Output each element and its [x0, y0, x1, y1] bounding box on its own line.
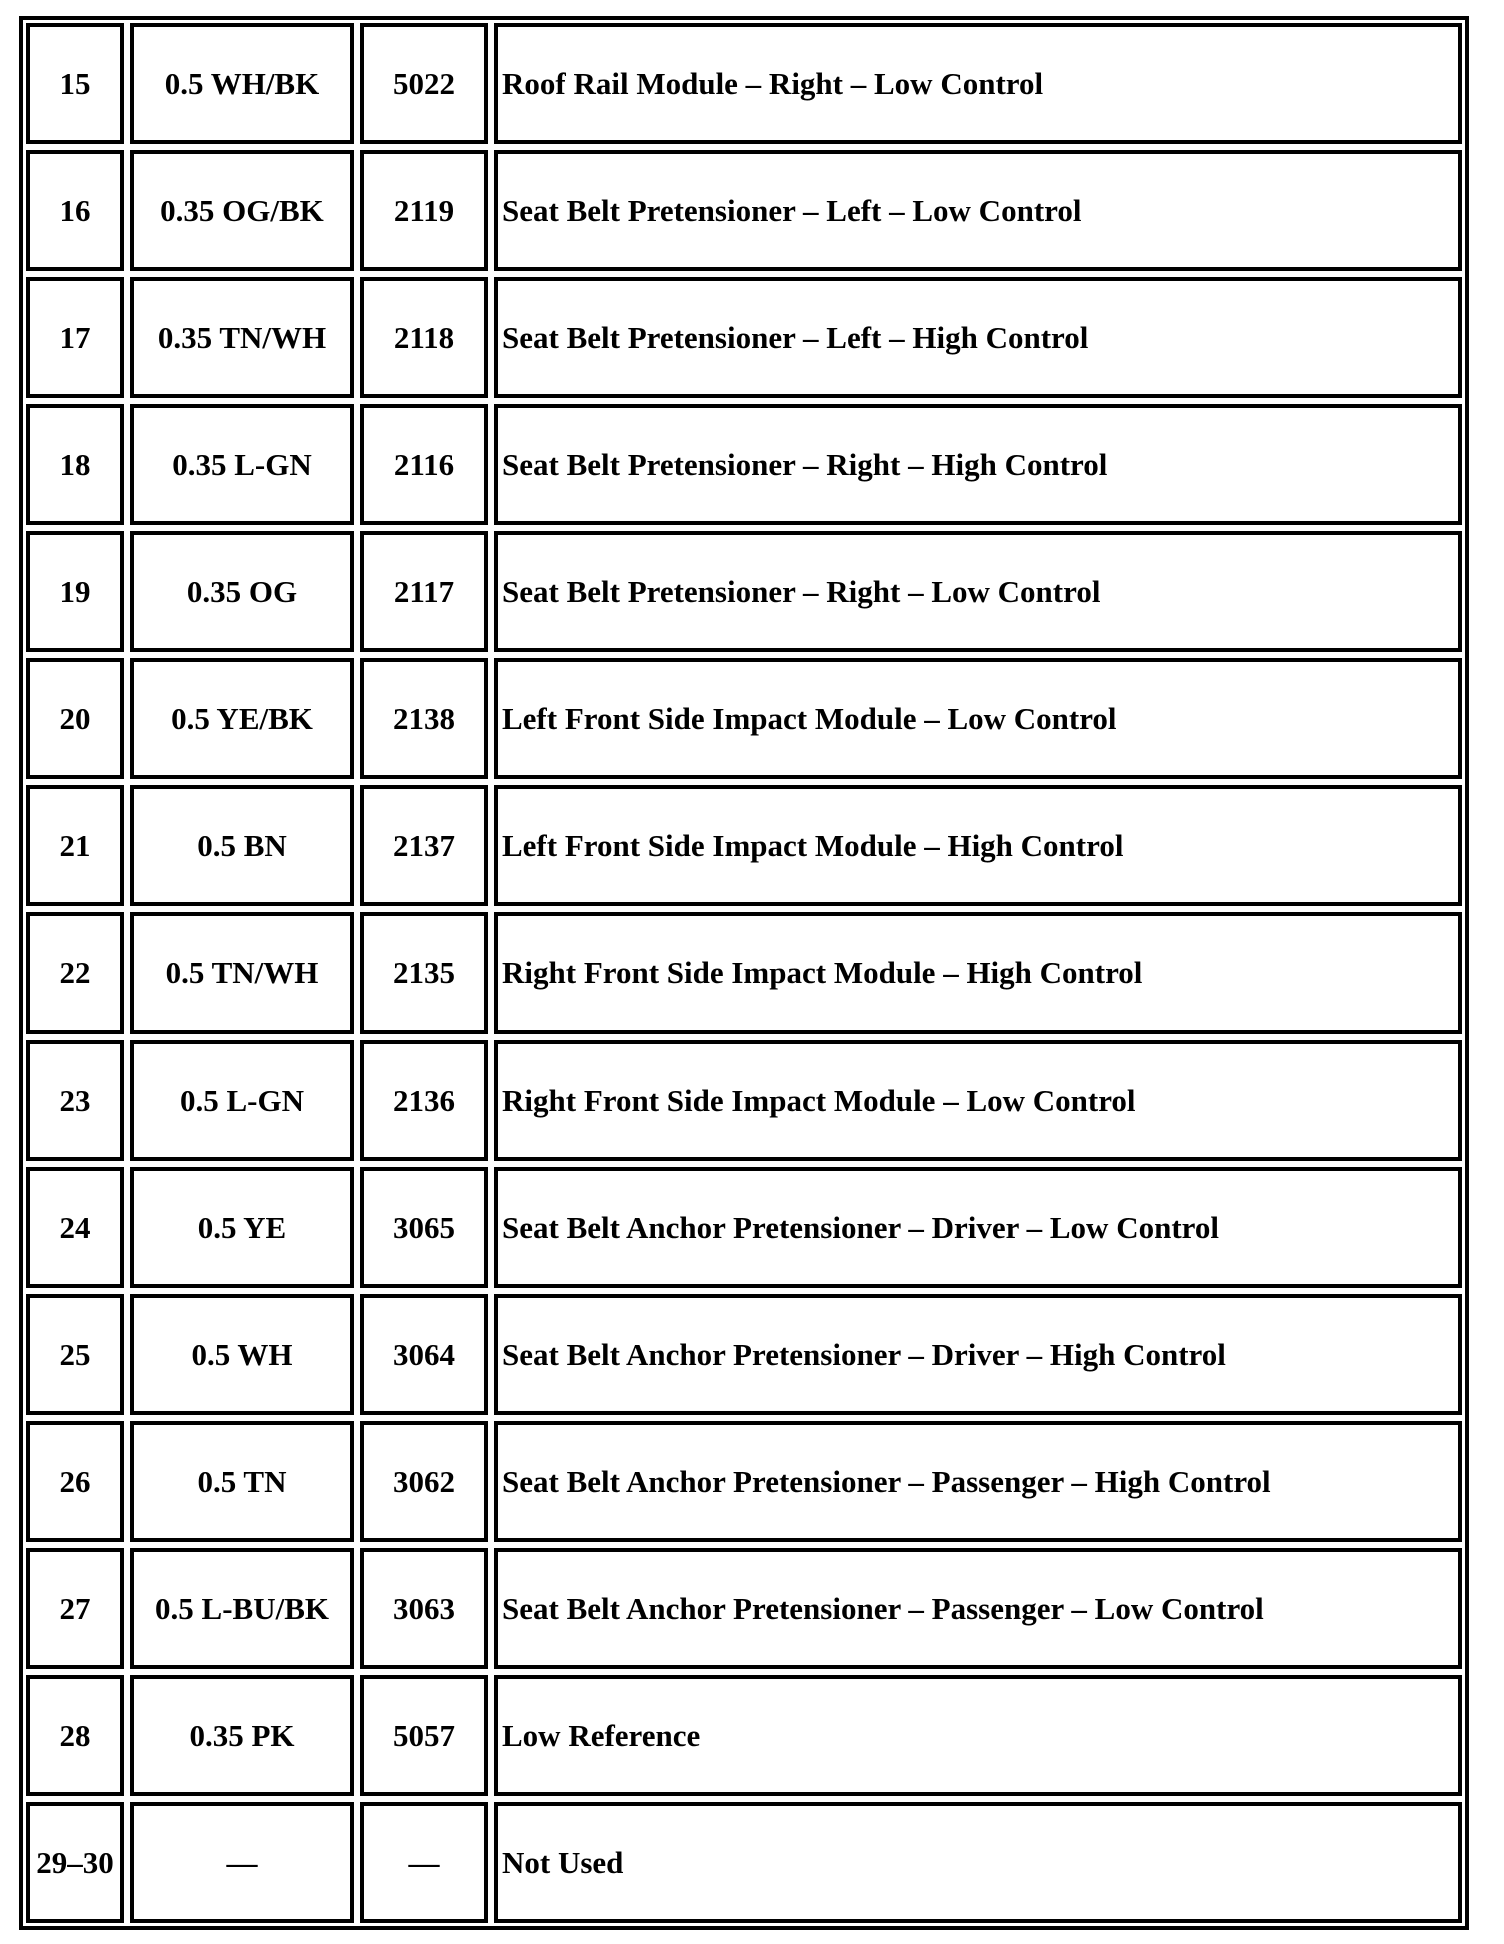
- wire-color-cell: 0.5 YE: [130, 1167, 354, 1288]
- circuit-number-cell: 3064: [360, 1294, 488, 1415]
- circuit-number-cell: 2117: [360, 531, 488, 652]
- function-cell: Seat Belt Anchor Pretensioner – Passenger – High Control: [494, 1421, 1462, 1542]
- wire-color-cell: 0.5 L-GN: [130, 1040, 354, 1161]
- table-row: [26, 1548, 1462, 1669]
- table-row: [26, 785, 1462, 906]
- circuit-number-cell: 2137: [360, 785, 488, 906]
- wire-color-cell: 0.5 WH/BK: [130, 23, 354, 144]
- wire-color-cell: —: [130, 1802, 354, 1923]
- pin-cell: 15: [26, 23, 124, 144]
- pin-cell: 19: [26, 531, 124, 652]
- table-row: [26, 658, 1462, 779]
- wire-color-cell: 0.5 WH: [130, 1294, 354, 1415]
- circuit-number-cell: 2119: [360, 150, 488, 271]
- function-cell: Not Used: [494, 1802, 1462, 1923]
- pin-cell: 16: [26, 150, 124, 271]
- circuit-number-cell: 5057: [360, 1675, 488, 1796]
- function-cell: Seat Belt Pretensioner – Right – High Control: [494, 404, 1462, 525]
- wire-color-cell: 0.35 TN/WH: [130, 277, 354, 398]
- pin-cell: 24: [26, 1167, 124, 1288]
- table-row: [26, 23, 1462, 144]
- circuit-number-cell: 3062: [360, 1421, 488, 1542]
- wire-color-cell: 0.35 OG/BK: [130, 150, 354, 271]
- function-cell: Seat Belt Anchor Pretensioner – Driver – High Control: [494, 1294, 1462, 1415]
- wire-color-cell: 0.5 L-BU/BK: [130, 1548, 354, 1669]
- table-row: [26, 912, 1462, 1033]
- function-cell: Seat Belt Pretensioner – Left – High Control: [494, 277, 1462, 398]
- circuit-number-cell: 2138: [360, 658, 488, 779]
- pin-cell: 20: [26, 658, 124, 779]
- pin-cell: 18: [26, 404, 124, 525]
- function-cell: Seat Belt Pretensioner – Right – Low Control: [494, 531, 1462, 652]
- function-cell: Seat Belt Pretensioner – Left – Low Control: [494, 150, 1462, 271]
- pin-cell: 21: [26, 785, 124, 906]
- table-row: [26, 1167, 1462, 1288]
- pin-cell: 29–30: [26, 1802, 124, 1923]
- table-row: [26, 1675, 1462, 1796]
- function-cell: Left Front Side Impact Module – High Control: [494, 785, 1462, 906]
- table-row: [26, 531, 1462, 652]
- circuit-number-cell: 2116: [360, 404, 488, 525]
- circuit-number-cell: 3063: [360, 1548, 488, 1669]
- circuit-number-cell: 5022: [360, 23, 488, 144]
- circuit-number-cell: 2136: [360, 1040, 488, 1161]
- table-row: [26, 150, 1462, 271]
- pinout-table: [20, 17, 1468, 1929]
- pin-cell: 28: [26, 1675, 124, 1796]
- table-row: [26, 1040, 1462, 1161]
- table-row: [26, 404, 1462, 525]
- table-row: [26, 1294, 1462, 1415]
- wire-color-cell: 0.35 PK: [130, 1675, 354, 1796]
- function-cell: Seat Belt Anchor Pretensioner – Passenger – Low Control: [494, 1548, 1462, 1669]
- table-row: [26, 1421, 1462, 1542]
- function-cell: Left Front Side Impact Module – Low Control: [494, 658, 1462, 779]
- pin-cell: 27: [26, 1548, 124, 1669]
- function-cell: Low Reference: [494, 1675, 1462, 1796]
- pin-cell: 23: [26, 1040, 124, 1161]
- function-cell: Roof Rail Module – Right – Low Control: [494, 23, 1462, 144]
- wire-color-cell: 0.5 YE/BK: [130, 658, 354, 779]
- circuit-number-cell: 2135: [360, 912, 488, 1033]
- pinout-table-body: [26, 23, 1462, 1923]
- function-cell: Seat Belt Anchor Pretensioner – Driver – Low Control: [494, 1167, 1462, 1288]
- function-cell: Right Front Side Impact Module – High Control: [494, 912, 1462, 1033]
- circuit-number-cell: 3065: [360, 1167, 488, 1288]
- wire-color-cell: 0.35 L-GN: [130, 404, 354, 525]
- table-row: [26, 277, 1462, 398]
- pin-cell: 25: [26, 1294, 124, 1415]
- function-cell: Right Front Side Impact Module – Low Control: [494, 1040, 1462, 1161]
- pin-cell: 17: [26, 277, 124, 398]
- wire-color-cell: 0.5 BN: [130, 785, 354, 906]
- table-row: [26, 1802, 1462, 1923]
- pin-cell: 22: [26, 912, 124, 1033]
- circuit-number-cell: 2118: [360, 277, 488, 398]
- wire-color-cell: 0.5 TN/WH: [130, 912, 354, 1033]
- pin-cell: 26: [26, 1421, 124, 1542]
- wire-color-cell: 0.5 TN: [130, 1421, 354, 1542]
- wire-color-cell: 0.35 OG: [130, 531, 354, 652]
- circuit-number-cell: —: [360, 1802, 488, 1923]
- pinout-table-frame: [19, 16, 1469, 1930]
